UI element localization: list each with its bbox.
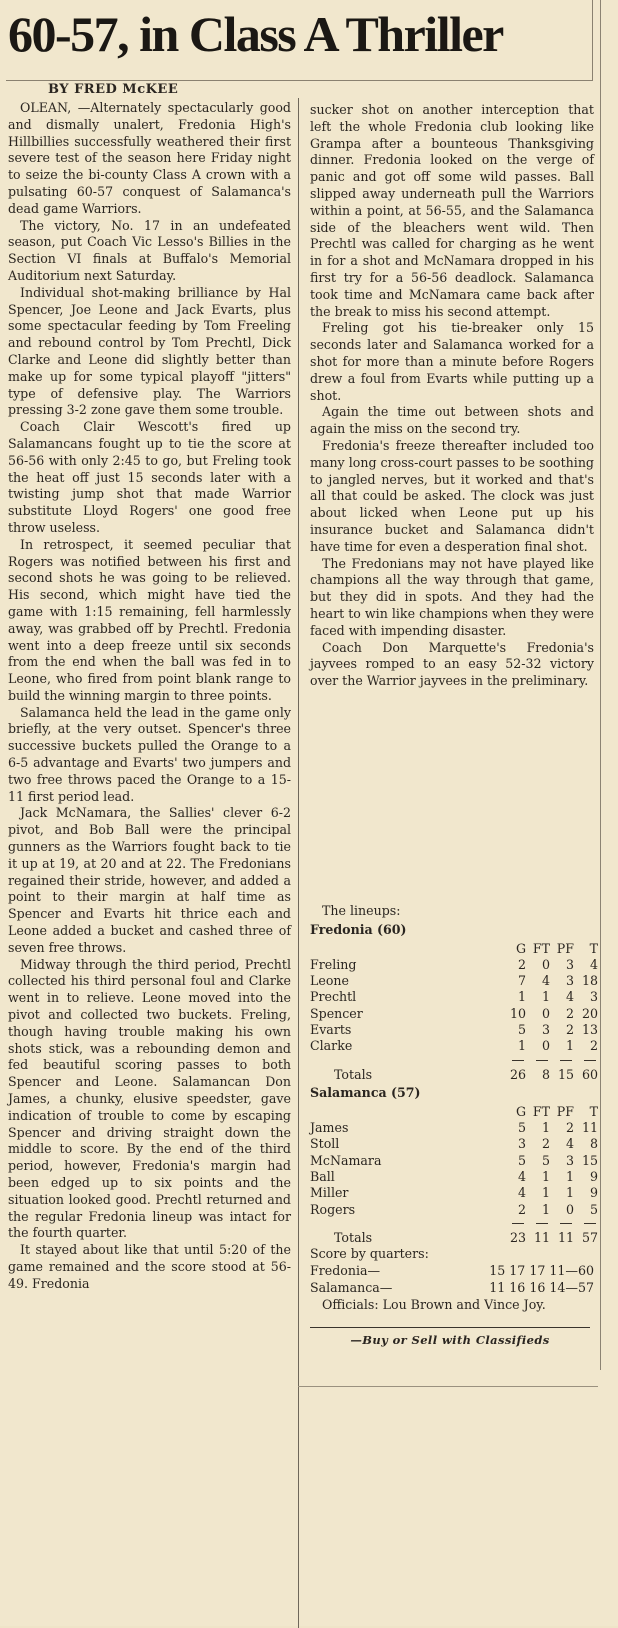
stat-cell: 5 [589, 1201, 598, 1217]
stat-cell: 2 [565, 1120, 574, 1136]
table-row [310, 973, 598, 989]
stat-cell: 10 [509, 1005, 526, 1021]
stat-cell: 1 [541, 1120, 550, 1136]
paragraph: OLEAN, —Alternately spectacularly good and dismally unalert, Fredonia High's Hillbillies successfully weathered their first severe test of the season here Friday night to seize the bi-county Class A crown with a pulsating 60-57 conquest of Salamanca's dead game Warriors. [8, 100, 291, 216]
table-header-row [310, 1104, 598, 1120]
player-name: Spencer [310, 1005, 363, 1021]
stat-cell: 11 [581, 1120, 598, 1136]
table-row [310, 1169, 598, 1185]
stat-cell: 1 [565, 1168, 574, 1184]
column-header: PF [556, 1103, 574, 1119]
paragraph: Coach Clair Wescott's fired up Salamancans fought up to tie the score at 56-56 with only 2:45 to go, but Freling took the heat off just 15 seconds later with a twisting jump shot that made Warrior substitute Lloyd Rogers' one good free throw useless. [8, 419, 291, 535]
stat-cell: 15 [581, 1152, 598, 1168]
headline-box [6, 0, 593, 81]
stat-cell: 1 [565, 1038, 574, 1054]
column-header: G [515, 940, 526, 956]
paragraph: Midway through the third period, Prechtl collected his third personal foul and Clarke went in to relieve. Leone moved into the pivot and collected two buckets. Freling, though having trouble making his own shots stick, was a rebounding demon and fed beautiful scoring passes to both Spencer and Leone. Salamancan Don James, a chunky, elusive speedster, gave indication of trouble to come by escaping Spencer and driving straight down the middle to score. By the end of the third period, however, Fredonia's margin had been edged up to six points and the situation looked good. Prechtl returned and the regular Fredonia lineup was intact for the fourth quarter. [8, 956, 291, 1241]
player-name: Miller [310, 1185, 349, 1201]
column-divider [298, 98, 299, 1628]
stat-cell: 57 [581, 1229, 598, 1245]
stat-cell: 3 [565, 1152, 574, 1168]
stat-cell: 1 [517, 989, 526, 1005]
stat-cell: 26 [509, 1066, 526, 1082]
quarter-scores: 11 16 16 14—57 [489, 1279, 594, 1295]
paragraph: In retrospect, it seemed peculiar that Rogers was notified between his first and second shots he was going to be relieved. His second, which might have tied the game with 1:15 remaining, fell harmlessly away, was grabbed off by Prechtl. Fredonia went into a deep freeze until six seconds from the end when the ball was fed in to Leone, who fired from point blank range to build the winning margin to three points. [8, 536, 291, 703]
score-by-quarters-label: Score by quarters: [310, 1246, 429, 1262]
totals-row [310, 1065, 598, 1083]
stat-cell: 8 [589, 1136, 598, 1152]
stat-cell: 60 [581, 1066, 598, 1082]
stat-cell: 1 [541, 989, 550, 1005]
stat-cell: 8 [541, 1066, 550, 1082]
player-name: Evarts [310, 1022, 352, 1038]
player-name: Rogers [310, 1201, 356, 1217]
table-row [310, 1022, 598, 1038]
stat-cell: 1 [565, 1185, 574, 1201]
stat-cell: 0 [541, 956, 550, 972]
stat-cell: 4 [541, 973, 550, 989]
stat-cell: 1 [541, 1201, 550, 1217]
table-row [310, 1038, 598, 1054]
stat-cell: 1 [517, 1038, 526, 1054]
stat-cell: 18 [581, 973, 598, 989]
stat-cell: 3 [565, 956, 574, 972]
stat-cell: 11 [557, 1229, 574, 1245]
lineups-section [310, 903, 602, 1349]
fredonia-box-score [310, 941, 598, 1083]
column-header: G [515, 1103, 526, 1119]
player-name: Prechtl [310, 989, 357, 1005]
stat-cell: 3 [589, 989, 598, 1005]
quarter-team: Fredonia— [310, 1262, 381, 1278]
total-rule [310, 1218, 598, 1228]
player-name: Freling [310, 956, 357, 972]
stat-cell: 2 [517, 956, 526, 972]
stat-cell: 2 [565, 1005, 574, 1021]
paragraph: Individual shot-making brilliance by Hal Spencer, Joe Leone and Jack Evarts, plus some spectacular feeding by Tom Freeling and rebound control by Tom Prechtl, Dick Clarke and Leone did slightly better than make up for some typical playoff "jitters" type of defensive play. The Warriors pressing 3-2 zone gave them some trouble. [8, 284, 291, 418]
column-header: FT [532, 940, 550, 956]
column-header: FT [532, 1103, 550, 1119]
paragraph: Fredonia's freeze thereafter included too many long cross-court passes to be soothing to jangled nerves, but it worked and that's all that could be asked. The clock was just about licked when Leone put up his insurance bucket and Salamanca didn't have time for even a desperation final shot. [310, 437, 594, 554]
table-row [310, 1153, 598, 1169]
column-header: T [589, 1103, 598, 1119]
paragraph: It stayed about like that until 5:20 of the game remained and the score stood at 56-49. Fredonia [8, 1242, 291, 1291]
stat-cell: 3 [517, 1136, 526, 1152]
stat-cell: 1 [541, 1168, 550, 1184]
paragraph: Jack McNamara, the Sallies' clever 6-2 pivot, and Bob Ball were the principal gunners as the Warriors fought back to tie it up at 19, at 20 and at 22. The Fredonians regained their stride, however, and added a point to their margin at half time as Spencer and Evarts hit thrice each and Leone added a bucket and cashed three of seven free throws. [8, 805, 291, 955]
quarter-team: Salamanca— [310, 1279, 393, 1295]
table-row [310, 957, 598, 973]
stat-cell: 11 [533, 1229, 550, 1245]
team-title: Fredonia (60) [310, 921, 407, 937]
player-name: Ball [310, 1168, 335, 1184]
stat-cell: 0 [565, 1201, 574, 1217]
stat-cell: 4 [565, 989, 574, 1005]
total-rule [310, 1055, 598, 1065]
salamanca-box-score [310, 1104, 598, 1246]
paragraph: Again the time out between shots and again the miss on the second try. [310, 404, 594, 437]
table-row [310, 989, 598, 1005]
stat-cell: 4 [589, 956, 598, 972]
player-name: Stoll [310, 1136, 340, 1152]
stat-cell: 1 [541, 1185, 550, 1201]
stat-cell: 0 [541, 1005, 550, 1021]
stat-cell: 5 [517, 1022, 526, 1038]
stat-cell: 2 [541, 1136, 550, 1152]
stat-cell: 5 [517, 1120, 526, 1136]
table-row [310, 1120, 598, 1136]
paragraph: Salamanca held the lead in the game only briefly, at the very outset. Spencer's three successive buckets pulled the Orange to a 6-5 advantage and Evarts' two jumpers and two free throws paced the Orange to a 15-11 first period lead. [8, 704, 291, 804]
article-column-2 [310, 102, 594, 690]
table-row [310, 1006, 598, 1022]
paragraph: Freling got his tie-breaker only 15 seconds later and Salamanca worked for a shot for more than a minute before Rogers drew a foul from Evarts while putting up a shot. [310, 320, 594, 403]
player-name: McNamara [310, 1152, 382, 1168]
player-name: Clarke [310, 1038, 353, 1054]
article-column-1 [8, 100, 291, 1293]
stat-cell: 5 [517, 1152, 526, 1168]
stat-cell: 3 [541, 1022, 550, 1038]
paragraph: Coach Don Marquette's Fredonia's jayvees romped to an easy 52-32 victory over the Warrior jayvees in the preliminary. [310, 639, 594, 689]
column-header: PF [556, 940, 574, 956]
stat-cell: 9 [589, 1168, 598, 1184]
player-name: Leone [310, 973, 349, 989]
totals-label: Totals [334, 1229, 373, 1245]
totals-label: Totals [334, 1066, 373, 1082]
stat-cell: 3 [565, 973, 574, 989]
table-row [310, 1185, 598, 1201]
column-header: T [589, 940, 598, 956]
stat-cell: 4 [565, 1136, 574, 1152]
stat-cell: 7 [517, 973, 526, 989]
officials: Officials: Lou Brown and Vince Joy. [322, 1296, 546, 1312]
headline: 60-57, in Class A Thriller [8, 6, 503, 62]
byline: BY FRED McKEE [48, 82, 179, 97]
quarter-score-row [310, 1263, 598, 1280]
totals-row [310, 1228, 598, 1246]
stat-cell: 20 [581, 1005, 598, 1021]
stat-cell: 0 [541, 1038, 550, 1054]
table-row [310, 1202, 598, 1218]
stat-cell: 4 [517, 1185, 526, 1201]
stat-cell: 2 [517, 1201, 526, 1217]
stat-cell: 2 [589, 1038, 598, 1054]
quarter-score-row [310, 1280, 598, 1297]
paragraph: sucker shot on another interception that left the whole Fredonia club looking like Grampa after a bounteous Thanksgiving dinner. Fredonia looked on the verge of panic and got off some wild passes. Ball slipped away underneath pull the Warriors within a point, at 56-55, and the Salamanca side of the bleachers went wild. Then Prechtl was called for charging as he went in for a shot and McNamara dropped in his first try for a 56-56 deadlock. Salamanca took time and McNamara came back after the break to miss his second attempt. [310, 102, 594, 319]
player-name: James [310, 1120, 349, 1136]
table-row [310, 1136, 598, 1152]
stat-cell: 9 [589, 1185, 598, 1201]
table-header-row [310, 941, 598, 957]
stat-cell: 23 [509, 1229, 526, 1245]
stat-cell: 4 [517, 1168, 526, 1184]
lineups-label: The lineups: [322, 903, 401, 918]
torn-edge [298, 1378, 598, 1387]
stat-cell: 5 [541, 1152, 550, 1168]
stat-cell: 2 [565, 1022, 574, 1038]
paragraph: The victory, No. 17 in an undefeated season, put Coach Vic Lesso's Billies in the Section VI finals at Buffalo's Memorial Auditorium next Saturday. [8, 217, 291, 283]
stat-cell: 15 [557, 1066, 574, 1082]
team-title: Salamanca (57) [310, 1084, 421, 1100]
quarter-scores: 15 17 17 11—60 [489, 1262, 594, 1278]
classified-ad-slug: —Buy or Sell with Classifieds [310, 1327, 590, 1349]
stat-cell: 13 [581, 1022, 598, 1038]
paragraph: The Fredonians may not have played like champions all the way through that game, but they did in spots. And they had the heart to win like champions when they were faced with impending disaster. [310, 555, 594, 638]
